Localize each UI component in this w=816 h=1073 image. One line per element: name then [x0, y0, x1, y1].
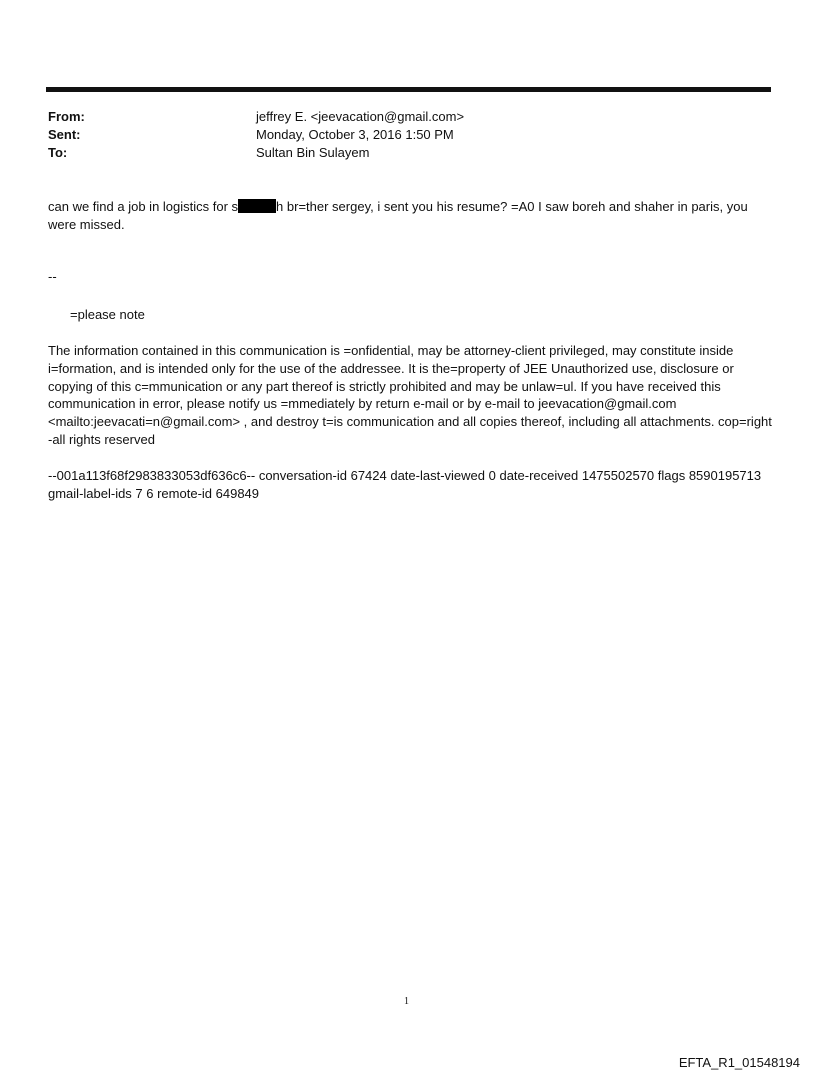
- message-text-part2: h br=ther sergey, i sent you his resume? =A0 I saw boreh and shaher in paris, you were missed.: [48, 199, 748, 232]
- from-value: jeffrey E. <jeevacation@gmail.com>: [256, 109, 465, 124]
- message-text-part1: can we find a job in logistics for s: [48, 199, 239, 214]
- sent-label: Sent:: [48, 127, 81, 142]
- signature-separator: --: [48, 269, 57, 284]
- message-body: [48, 198, 773, 234]
- header-rule: [46, 87, 771, 92]
- confidentiality-disclaimer: The information contained in this communication is =onfidential, may be attorney-client privileged, may constitute inside i=formation, and is intended only for the use of the addressee. It is the=property of JEE Unauthorized use, disclosure or copying of this c=mmunication or any part thereof is strictly prohibited and may be unlaw=ul. If you have received this communication in error, please notify us =mmediately by return e-mail or by e-mail to jeevacation@gmail.com <mailto:jeevacati=n@gmail.com> , and destroy t=is communication and all copies thereof, including all attachments. cop=right -all rights reserved: [48, 343, 772, 447]
- page-number: 1: [404, 996, 409, 1007]
- sent-value: Monday, October 3, 2016 1:50 PM: [256, 127, 454, 142]
- redaction-box: [238, 199, 276, 213]
- please-note: =please note: [70, 307, 145, 322]
- to-value: Sultan Bin Sulayem: [256, 145, 370, 160]
- message-metadata: --001a113f68f2983833053df636c6-- conversation-id 67424 date-last-viewed 0 date-received 1475502570 flags 8590195713 gmail-label-ids 7 6 remote-id 649849: [48, 468, 762, 501]
- from-label: From:: [48, 109, 85, 124]
- bates-number: EFTA_R1_01548194: [678, 1055, 800, 1070]
- to-label: To:: [48, 145, 68, 160]
